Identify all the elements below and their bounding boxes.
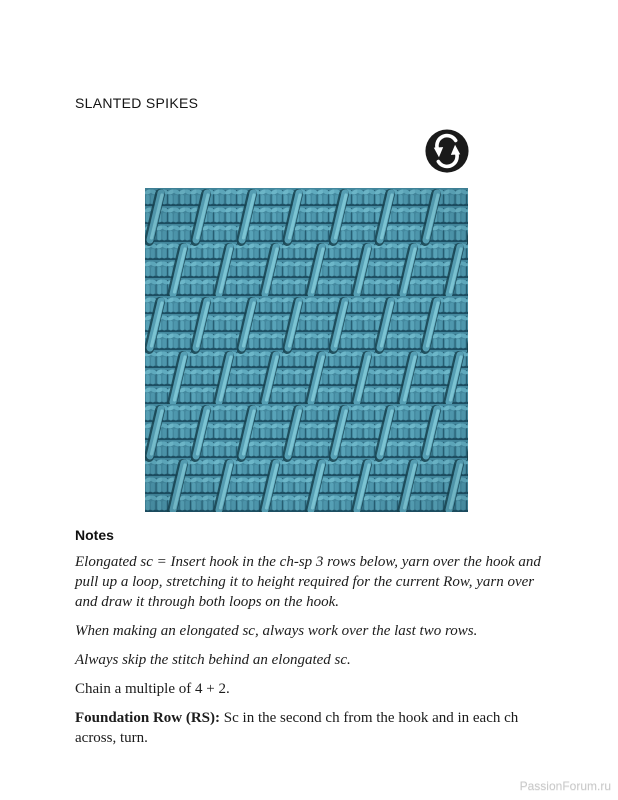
- foundation-row-label: Foundation Row (RS):: [75, 710, 221, 726]
- page-title: SLANTED SPIKES: [75, 95, 199, 111]
- note-work-over-rows: When making an elongated sc, always work over the last two rows.: [75, 623, 478, 639]
- foundation-row-instruction: [75, 708, 557, 748]
- reversible-stitch-icon: [424, 128, 470, 174]
- watermark: PassionForum.ru: [519, 779, 611, 793]
- crochet-swatch-photo: [145, 188, 468, 512]
- foundation-row-text: Sc in the second ch from the hook and in each ch across, turn.: [75, 710, 519, 746]
- note-chain-multiple: Chain a multiple of 4 + 2.: [75, 681, 230, 697]
- notes-section: [75, 527, 557, 757]
- notes-heading: Notes: [75, 527, 114, 543]
- note-elongated-sc-definition: Elongated sc = Insert hook in the ch-sp 3 rows below, yarn over the hook and pull up a loop, stretching it to height required for the current Row, yarn over and draw it through both loops on the hook.: [75, 554, 541, 610]
- note-skip-stitch: Always skip the stitch behind an elongated sc.: [75, 652, 351, 668]
- reversible-arrows-glyph: [424, 128, 470, 174]
